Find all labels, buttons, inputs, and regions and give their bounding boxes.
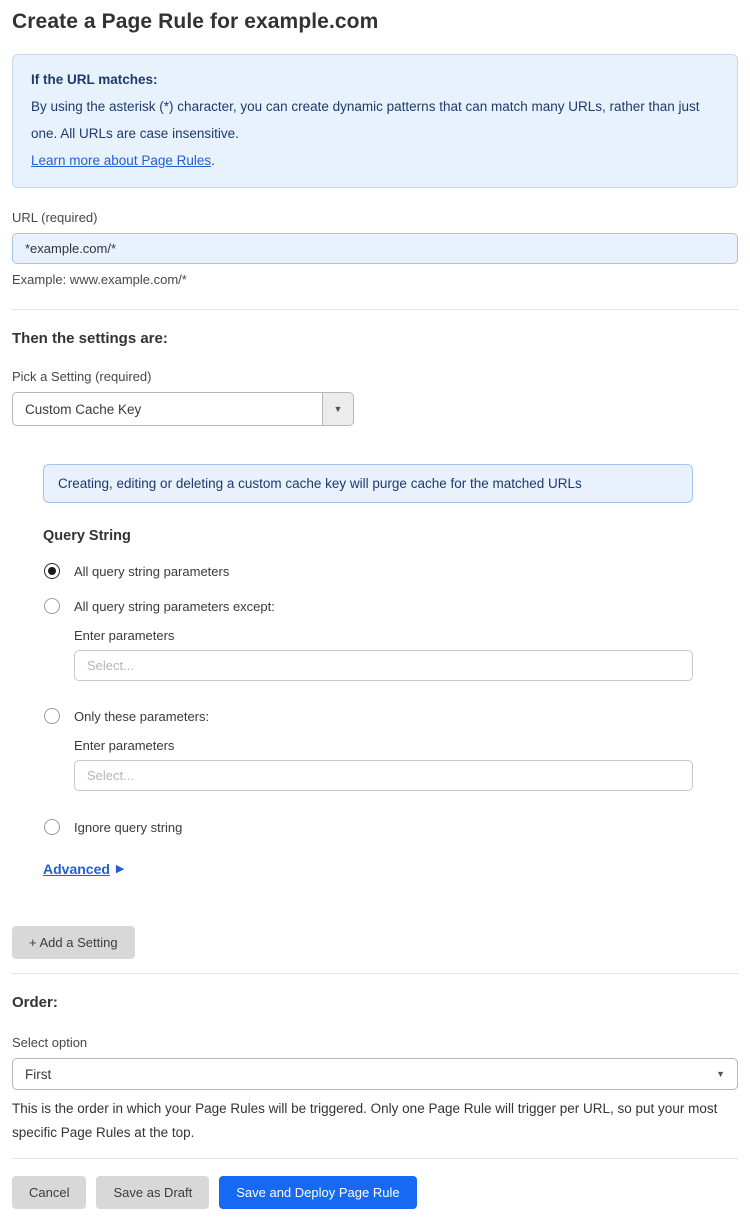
radio-option-all-parameters[interactable]: [44, 563, 738, 579]
setting-select-value: Custom Cache Key: [25, 401, 142, 417]
setting-select[interactable]: [12, 392, 354, 426]
radio-label: Only these parameters:: [74, 708, 210, 724]
triangle-right-icon: ▶: [115, 862, 125, 875]
only-these-parameters-input[interactable]: [74, 760, 693, 791]
radio-label: All query string parameters except:: [74, 598, 275, 614]
radio-icon[interactable]: [44, 598, 60, 614]
info-box-link-line: [31, 147, 719, 174]
setting-select-arrow-zone[interactable]: [322, 393, 353, 425]
order-select-value: First: [25, 1066, 52, 1082]
link-period: .: [211, 153, 215, 168]
radio-icon[interactable]: [44, 563, 60, 579]
save-and-deploy-button[interactable]: Save and Deploy Page Rule: [219, 1176, 416, 1209]
url-example-hint: Example: www.example.com/*: [12, 272, 187, 287]
divider: [12, 1158, 738, 1159]
settings-section-heading: Then the settings are:: [12, 330, 168, 347]
cancel-button[interactable]: Cancel: [12, 1176, 86, 1209]
all-except-parameters-field: [74, 628, 738, 681]
radio-label: All query string parameters: [74, 563, 230, 579]
radio-option-all-except[interactable]: [44, 598, 738, 614]
info-box-body: By using the asterisk (*) character, you can create dynamic patterns that can match many URLs, rather than just one. All URLs are case insensitive.: [31, 99, 700, 141]
radio-option-ignore-query-string[interactable]: [44, 819, 738, 835]
url-match-info-box: [12, 54, 738, 188]
radio-icon[interactable]: [44, 819, 60, 835]
divider: [12, 309, 738, 310]
order-section-heading: Order:: [12, 994, 58, 1011]
query-string-radio-group: [44, 563, 738, 835]
footer-actions: [12, 1176, 738, 1209]
url-field-label: URL (required): [12, 210, 98, 225]
chevron-down-icon: ▼: [333, 403, 343, 414]
query-string-heading: Query String: [43, 528, 131, 544]
radio-icon[interactable]: [44, 708, 60, 724]
order-help-text: This is the order in which your Page Rules will be triggered. Only one Page Rule will trigger per URL, so put your most specific Page Rules at the top.: [12, 1101, 718, 1140]
chevron-down-icon: ▼: [716, 1068, 725, 1079]
advanced-row: [43, 861, 738, 877]
enter-parameters-label: Enter parameters: [74, 628, 175, 643]
radio-option-only-these[interactable]: [44, 708, 738, 724]
only-these-parameters-field: [74, 738, 738, 791]
order-select[interactable]: [12, 1058, 738, 1090]
add-setting-button[interactable]: + Add a Setting: [12, 926, 135, 959]
advanced-link[interactable]: Advanced: [43, 861, 110, 877]
enter-parameters-label: Enter parameters: [74, 738, 175, 753]
info-box-heading: If the URL matches:: [31, 72, 158, 87]
all-except-parameters-input[interactable]: [74, 650, 693, 681]
divider: [12, 973, 738, 974]
order-select-label: Select option: [12, 1035, 88, 1050]
cache-key-notice: Creating, editing or deleting a custom cache key will purge cache for the matched URLs: [43, 464, 693, 503]
pick-setting-label: Pick a Setting (required): [12, 369, 152, 384]
save-as-draft-button[interactable]: Save as Draft: [96, 1176, 209, 1209]
page-title: Create a Page Rule for example.com: [12, 10, 379, 33]
learn-more-link[interactable]: Learn more about Page Rules: [31, 153, 212, 168]
url-input[interactable]: [12, 233, 738, 264]
radio-label: Ignore query string: [74, 819, 183, 835]
